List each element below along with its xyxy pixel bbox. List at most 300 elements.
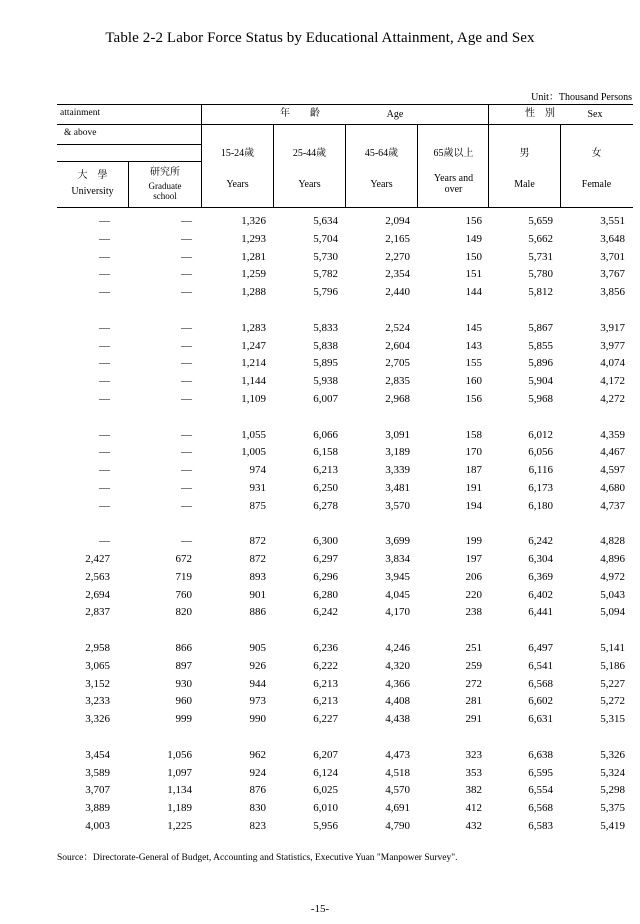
col-header-en: Years <box>370 179 393 190</box>
table-row <box>0 678 640 695</box>
table-cell: 259 <box>465 659 482 672</box>
table-cell: 6,280 <box>313 588 338 601</box>
table-cell: 6,012 <box>528 428 553 441</box>
table-cell: 823 <box>249 819 266 832</box>
table-cell: 1,225 <box>167 819 192 832</box>
table-cell: 6,631 <box>528 713 553 725</box>
table-cell: 6,568 <box>528 677 553 690</box>
table-cell: 2,270 <box>385 250 410 263</box>
table-row <box>0 464 640 481</box>
table-cell: 6,207 <box>313 748 338 761</box>
col-divider-age3 <box>417 124 418 207</box>
table-cell: 191 <box>465 481 482 494</box>
page-number: -15- <box>310 903 330 915</box>
table-cell: 3,589 <box>85 766 110 779</box>
table-cell: 4,570 <box>385 784 410 797</box>
table-cell: 6,010 <box>313 802 338 814</box>
table-cell: 3,834 <box>385 553 410 565</box>
table-cell: — <box>99 357 110 370</box>
table-cell: 272 <box>465 677 482 690</box>
table-cell: 4,359 <box>600 428 625 441</box>
header-age-en: Age <box>386 109 404 120</box>
table-cell: 5,227 <box>600 677 625 690</box>
table-cell: 3,551 <box>600 215 625 227</box>
table-cell: 4,972 <box>600 570 625 583</box>
table-cell: 6,602 <box>528 695 553 708</box>
table-cell: — <box>181 464 192 476</box>
table-cell: — <box>99 464 110 476</box>
col-header-en: Years <box>298 179 321 190</box>
table-cell: 962 <box>249 748 266 761</box>
table-cell: 5,812 <box>528 286 553 298</box>
table-cell: 930 <box>175 677 192 690</box>
table-cell: 2,694 <box>85 588 110 601</box>
table-cell: 155 <box>465 357 482 370</box>
table-row <box>0 642 640 659</box>
table-cell: 6,173 <box>528 481 553 494</box>
table-cell: 291 <box>465 713 482 725</box>
table-cell: 4,246 <box>385 642 410 654</box>
table-cell: 3,091 <box>385 428 410 441</box>
table-cell: 6,369 <box>528 570 553 583</box>
table-cell: 1,144 <box>241 375 266 387</box>
table-cell: 872 <box>249 535 266 548</box>
table-cell: 3,699 <box>385 535 410 548</box>
table-cell: — <box>181 215 192 227</box>
table-cell: 1,214 <box>241 357 266 370</box>
table-cell: — <box>99 535 110 548</box>
header-sex-en: Sex <box>587 109 603 120</box>
table-cell: 5,704 <box>313 232 338 245</box>
table-row <box>0 553 640 570</box>
attainment-rule-3 <box>57 161 201 162</box>
table-cell: 1,281 <box>241 250 266 263</box>
table-cell: 5,904 <box>528 375 553 387</box>
col-header-en: Years <box>226 179 249 190</box>
table-cell: 281 <box>465 695 482 708</box>
table-cell: 3,707 <box>85 784 110 797</box>
table-cell: 6,300 <box>313 535 338 548</box>
table-cell: 145 <box>465 321 482 334</box>
table-cell: 5,867 <box>528 321 553 334</box>
table-cell: 931 <box>249 481 266 494</box>
table-cell: — <box>181 321 192 334</box>
table-cell: 926 <box>249 659 266 672</box>
table-cell: 3,189 <box>385 446 410 459</box>
table-cell: — <box>99 268 110 281</box>
table-cell: 3,454 <box>85 748 110 761</box>
table-cell: 1,293 <box>241 232 266 245</box>
col-header-zh: 25-44歲 <box>292 148 327 159</box>
table-cell: — <box>181 286 192 298</box>
table-cell: 432 <box>465 819 482 832</box>
table-cell: 1,097 <box>167 766 192 779</box>
table-cell: 194 <box>465 499 482 512</box>
table-cell: 143 <box>465 339 482 352</box>
table-row <box>0 375 640 392</box>
table-cell: 5,855 <box>528 339 553 352</box>
col-header-en: Female <box>581 179 612 190</box>
table-cell: 830 <box>249 802 266 814</box>
table-cell: — <box>99 428 110 441</box>
table-cell: — <box>99 321 110 334</box>
table-cell: — <box>181 375 192 387</box>
table-cell: 893 <box>249 570 266 583</box>
table-cell: 5,375 <box>600 802 625 814</box>
table-cell: 5,634 <box>313 215 338 227</box>
table-cell: 5,956 <box>313 819 338 832</box>
table-cell: 4,467 <box>600 446 625 459</box>
table-row <box>0 500 640 517</box>
table-cell: 206 <box>465 570 482 583</box>
table-cell: 6,056 <box>528 446 553 459</box>
col-header-en: Years and over <box>433 173 474 195</box>
table-cell: 160 <box>465 375 482 387</box>
table-cell: 1,326 <box>241 215 266 227</box>
table-cell: 6,568 <box>528 802 553 814</box>
table-cell: 4,320 <box>385 659 410 672</box>
table-cell: 3,856 <box>600 286 625 298</box>
table-row <box>0 429 640 446</box>
table-cell: 1,056 <box>167 748 192 761</box>
header-bottom-rule <box>57 207 633 208</box>
table-cell: 886 <box>249 606 266 619</box>
table-cell: 3,701 <box>600 250 625 263</box>
table-cell: 4,597 <box>600 464 625 476</box>
table-cell: 158 <box>465 428 482 441</box>
table-cell: 719 <box>175 570 192 583</box>
col-divider-age1 <box>273 124 274 207</box>
table-cell: 4,896 <box>600 553 625 565</box>
table-cell: 151 <box>465 268 482 281</box>
table-row <box>0 357 640 374</box>
table-cell: 960 <box>175 695 192 708</box>
table-cell: — <box>181 268 192 281</box>
table-cell: 6,213 <box>313 464 338 476</box>
col-header-zh: 女 <box>591 148 602 159</box>
table-cell: 4,473 <box>385 748 410 761</box>
table-row <box>0 233 640 250</box>
table-cell: 973 <box>249 695 266 708</box>
table-row <box>0 606 640 623</box>
table-cell: 1,283 <box>241 321 266 334</box>
table-cell: 156 <box>465 392 482 405</box>
table-cell: 6,025 <box>313 784 338 797</box>
source-note: Source：Directorate-General of Budget, Accounting and Statistics, Executive Yuan "Manpower Survey". <box>57 853 458 863</box>
header-age-zh: 年 齡 <box>280 108 320 119</box>
table-cell: 6,236 <box>313 642 338 654</box>
table-cell: 672 <box>175 553 192 565</box>
table-cell: 150 <box>465 250 482 263</box>
table-cell: — <box>181 446 192 459</box>
table-cell: 4,272 <box>600 392 625 405</box>
table-cell: 199 <box>465 535 482 548</box>
table-cell: 6,402 <box>528 588 553 601</box>
table-cell: 5,094 <box>600 606 625 619</box>
table-row <box>0 286 640 303</box>
table-cell: — <box>99 250 110 263</box>
attainment-rule-2 <box>57 144 201 145</box>
table-cell: 5,780 <box>528 268 553 281</box>
table-cell: 6,583 <box>528 819 553 832</box>
table-cell: 974 <box>249 464 266 476</box>
table-cell: 2,958 <box>85 642 110 654</box>
table-cell: 6,304 <box>528 553 553 565</box>
table-cell: 5,298 <box>600 784 625 797</box>
table-cell: 6,278 <box>313 499 338 512</box>
table-cell: 156 <box>465 215 482 227</box>
table-cell: 5,659 <box>528 215 553 227</box>
unit-label: Unit：Thousand Persons <box>531 92 632 103</box>
table-cell: 4,170 <box>385 606 410 619</box>
table-cell: 5,782 <box>313 268 338 281</box>
table-cell: — <box>181 250 192 263</box>
table-cell: 6,213 <box>313 695 338 708</box>
table-cell: 6,227 <box>313 713 338 725</box>
table-cell: 5,730 <box>313 250 338 263</box>
table-cell: — <box>99 286 110 298</box>
table-cell: — <box>99 339 110 352</box>
table-cell: 999 <box>175 713 192 725</box>
table-cell: 820 <box>175 606 192 619</box>
table-cell: 2,563 <box>85 570 110 583</box>
table-cell: 5,272 <box>600 695 625 708</box>
table-cell: 2,427 <box>85 553 110 565</box>
table-cell: — <box>181 535 192 548</box>
table-cell: — <box>181 357 192 370</box>
table-cell: 2,165 <box>385 232 410 245</box>
table-cell: 6,595 <box>528 766 553 779</box>
table-cell: 3,648 <box>600 232 625 245</box>
col-header-en: Male <box>514 179 535 190</box>
table-cell: 2,705 <box>385 357 410 370</box>
table-cell: — <box>99 481 110 494</box>
table-cell: 1,189 <box>167 802 192 814</box>
table-cell: 2,968 <box>385 392 410 405</box>
table-row <box>0 340 640 357</box>
table-cell: 3,481 <box>385 481 410 494</box>
table-cell: 875 <box>249 499 266 512</box>
table-cell: 3,570 <box>385 499 410 512</box>
table-cell: — <box>181 232 192 245</box>
table-cell: 2,524 <box>385 321 410 334</box>
table-cell: 6,497 <box>528 642 553 654</box>
header-university-en: University <box>71 186 114 197</box>
table-row <box>0 802 640 819</box>
table-cell: 5,141 <box>600 642 625 654</box>
table-cell: 4,366 <box>385 677 410 690</box>
table-cell: 4,828 <box>600 535 625 548</box>
table-cell: 5,796 <box>313 286 338 298</box>
table-row <box>0 713 640 730</box>
table-row <box>0 322 640 339</box>
table-cell: 5,833 <box>313 321 338 334</box>
table-cell: 901 <box>249 588 266 601</box>
table-cell: 4,691 <box>385 802 410 814</box>
table-cell: 2,604 <box>385 339 410 352</box>
table-cell: 3,945 <box>385 570 410 583</box>
col-divider-age2 <box>345 124 346 207</box>
table-cell: 3,917 <box>600 321 625 334</box>
table-cell: 876 <box>249 784 266 797</box>
table-cell: 5,315 <box>600 713 625 725</box>
attainment-rule-1 <box>57 124 201 125</box>
table-cell: 4,680 <box>600 481 625 494</box>
header-graduate-zh: 研究所 <box>150 167 180 178</box>
table-cell: 1,109 <box>241 392 266 405</box>
table-cell: 1,005 <box>241 446 266 459</box>
table-cell: 6,296 <box>313 570 338 583</box>
table-row <box>0 767 640 784</box>
table-cell: 3,326 <box>85 713 110 725</box>
table-row <box>0 820 640 837</box>
table-cell: 5,968 <box>528 392 553 405</box>
table-cell: 382 <box>465 784 482 797</box>
table-cell: — <box>181 339 192 352</box>
table-cell: 6,066 <box>313 428 338 441</box>
table-cell: 3,339 <box>385 464 410 476</box>
table-cell: 1,259 <box>241 268 266 281</box>
table-cell: 5,324 <box>600 766 625 779</box>
table-cell: 5,043 <box>600 588 625 601</box>
table-cell: 197 <box>465 553 482 565</box>
table-title: Table 2-2 Labor Force Status by Educational Attainment, Age and Sex <box>105 30 535 46</box>
table-cell: 5,662 <box>528 232 553 245</box>
table-cell: 353 <box>465 766 482 779</box>
table-cell: 6,441 <box>528 606 553 619</box>
col-divider-sex <box>560 124 561 207</box>
table-cell: 4,003 <box>85 819 110 832</box>
table-cell: 924 <box>249 766 266 779</box>
table-cell: 2,837 <box>85 606 110 619</box>
table-cell: 5,731 <box>528 250 553 263</box>
table-cell: 944 <box>249 677 266 690</box>
table-cell: 6,638 <box>528 748 553 761</box>
table-cell: 760 <box>175 588 192 601</box>
table-cell: 6,250 <box>313 481 338 494</box>
table-cell: — <box>181 392 192 405</box>
table-cell: 866 <box>175 642 192 654</box>
header-and-above: & above <box>64 128 97 138</box>
table-cell: 1,055 <box>241 428 266 441</box>
table-cell: 3,767 <box>600 268 625 281</box>
col-header-zh: 45-64歲 <box>364 148 399 159</box>
table-cell: 6,007 <box>313 392 338 405</box>
table-cell: — <box>99 499 110 512</box>
table-cell: — <box>99 215 110 227</box>
table-row <box>0 749 640 766</box>
table-cell: 6,242 <box>528 535 553 548</box>
table-top-rule <box>57 104 633 105</box>
table-cell: 5,938 <box>313 375 338 387</box>
header-attainment: attainment <box>60 108 101 118</box>
table-cell: 323 <box>465 748 482 761</box>
table-cell: 6,242 <box>313 606 338 619</box>
table-cell: 6,116 <box>528 464 553 476</box>
table-cell: 990 <box>249 713 266 725</box>
table-cell: 4,074 <box>600 357 625 370</box>
table-cell: 5,838 <box>313 339 338 352</box>
table-cell: 3,977 <box>600 339 625 352</box>
table-cell: 6,124 <box>313 766 338 779</box>
table-cell: 4,737 <box>600 499 625 512</box>
table-row <box>0 268 640 285</box>
table-cell: 251 <box>465 642 482 654</box>
header-sex-zh: 性 別 <box>525 108 555 119</box>
table-cell: 412 <box>465 802 482 814</box>
table-cell: 6,213 <box>313 677 338 690</box>
table-cell: 4,045 <box>385 588 410 601</box>
table-cell: 238 <box>465 606 482 619</box>
table-cell: — <box>99 375 110 387</box>
table-row <box>0 251 640 268</box>
table-cell: 3,152 <box>85 677 110 690</box>
table-cell: 4,790 <box>385 819 410 832</box>
table-cell: 5,895 <box>313 357 338 370</box>
header-graduate-en: Graduate school <box>148 181 182 201</box>
header-university-zh: 大 學 <box>77 170 108 181</box>
table-cell: 2,440 <box>385 286 410 298</box>
col-header-zh: 65歲以上 <box>433 148 474 159</box>
table-cell: 3,233 <box>85 695 110 708</box>
table-cell: 3,065 <box>85 659 110 672</box>
col-header-zh: 男 <box>519 148 530 159</box>
table-row <box>0 784 640 801</box>
table-cell: — <box>181 499 192 512</box>
table-cell: 4,408 <box>385 695 410 708</box>
table-row <box>0 393 640 410</box>
table-cell: 5,896 <box>528 357 553 370</box>
table-cell: 872 <box>249 553 266 565</box>
table-cell: 5,419 <box>600 819 625 832</box>
table-cell: — <box>99 232 110 245</box>
table-cell: 1,288 <box>241 286 266 298</box>
table-row <box>0 446 640 463</box>
table-cell: 220 <box>465 588 482 601</box>
table-row <box>0 482 640 499</box>
table-cell: 144 <box>465 286 482 298</box>
table-cell: 6,554 <box>528 784 553 797</box>
table-cell: — <box>181 428 192 441</box>
table-row <box>0 695 640 712</box>
table-cell: — <box>181 481 192 494</box>
table-cell: 3,889 <box>85 802 110 814</box>
col-header-zh: 15-24歲 <box>220 148 255 159</box>
table-cell: 4,518 <box>385 766 410 779</box>
table-cell: 6,297 <box>313 553 338 565</box>
table-cell: 4,438 <box>385 713 410 725</box>
table-cell: 149 <box>465 232 482 245</box>
table-cell: 2,094 <box>385 215 410 227</box>
table-cell: 6,541 <box>528 659 553 672</box>
table-row <box>0 660 640 677</box>
table-row <box>0 589 640 606</box>
table-row <box>0 215 640 232</box>
table-cell: 187 <box>465 464 482 476</box>
table-cell: 897 <box>175 659 192 672</box>
table-cell: 6,180 <box>528 499 553 512</box>
table-cell: 6,158 <box>313 446 338 459</box>
table-cell: 1,134 <box>167 784 192 797</box>
table-cell: 905 <box>249 642 266 654</box>
table-cell: 1,247 <box>241 339 266 352</box>
table-cell: 5,186 <box>600 659 625 672</box>
table-cell: 170 <box>465 446 482 459</box>
table-cell: — <box>99 446 110 459</box>
table-row <box>0 535 640 552</box>
table-cell: — <box>99 392 110 405</box>
table-cell: 6,222 <box>313 659 338 672</box>
